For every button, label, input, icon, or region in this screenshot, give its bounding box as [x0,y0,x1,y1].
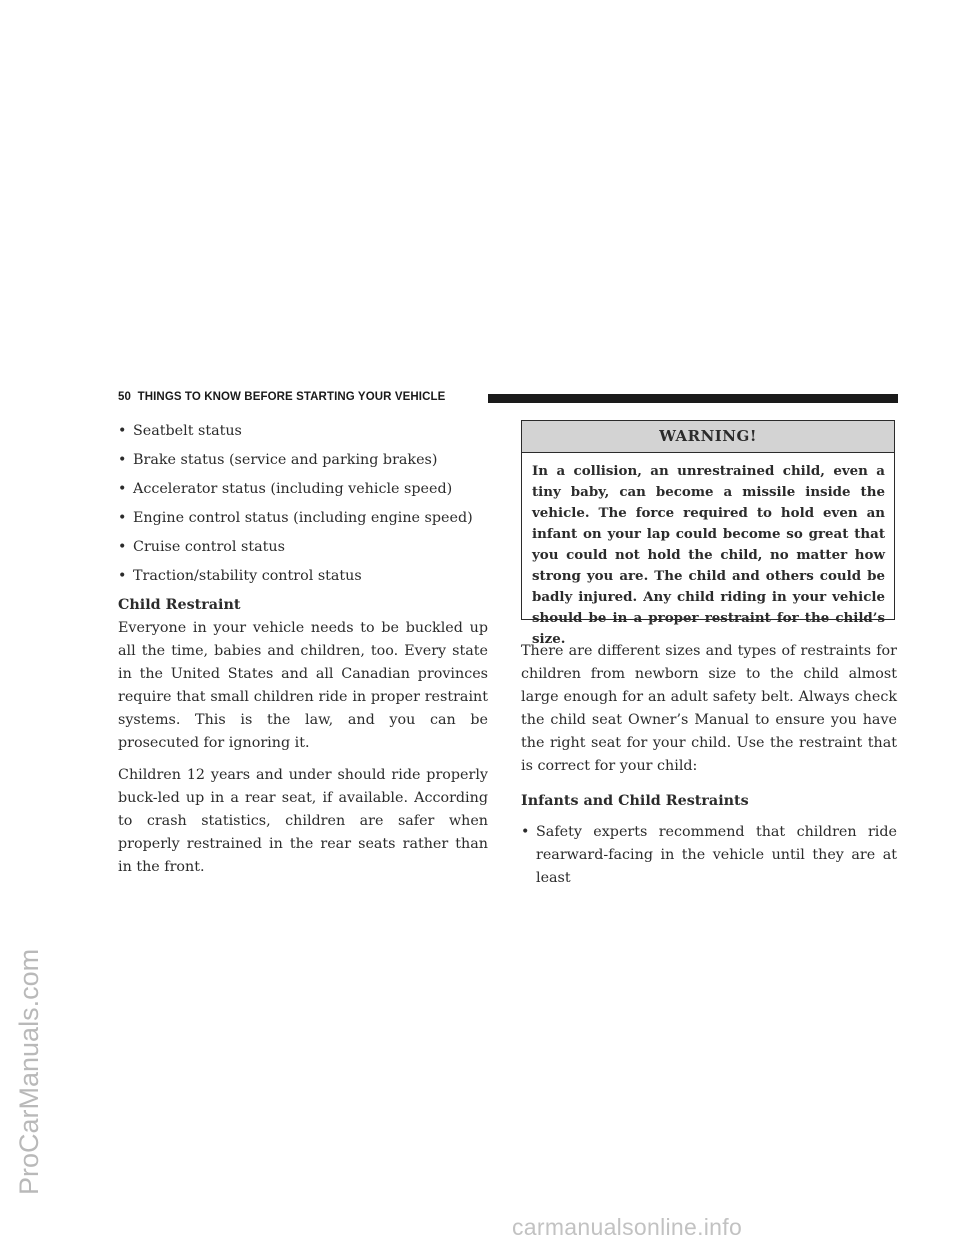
list-item: • Accelerator status (including vehicle speed) [118,478,488,501]
infant-list [521,821,897,890]
warning-title: WARNING! [522,421,894,453]
header-title [118,391,445,403]
paragraph: Everyone in your vehicle needs to be buckled up all the time, babies and children, too. Every state in the United States and all Canadian provinces require that small children ride in proper restraint systems. This is the law, and you can be prosecuted for ignoring it. [118,620,488,751]
paragraph: There are different sizes and types of restraints for children from newborn size to the child almost large enough for an adult safety belt. Always check the child seat Owner’s Manual to ensure you have the right seat for your child. Use the restraint that is correct for your child: [521,643,897,774]
right-column [521,640,897,890]
paragraph: Children 12 years and under should ride properly buck-led up in a rear seat, if available. According to crash statistics, children are safer when properly restrained in the rear seats rather than in the front. [118,767,488,875]
status-list [118,420,488,588]
page-header [118,389,898,411]
page-number: 50 [118,391,131,403]
list-item: • Cruise control status [118,536,488,559]
warning-body: In a collision, an unrestrained child, even a tiny baby, can become a missile inside the vehicle. The force required to hold even an infant on your lap could become so great that you could not hold the child, no matter how strong you are. The child and others could be badly injured. Any child riding in your vehicle should be in a proper restraint for the child’s size. [532,463,885,647]
list-item: • Traction/stability control status [118,565,488,588]
side-watermark: ProCarManuals.com [14,948,44,1195]
footer-watermark: carmanualsonline.info [512,1214,743,1240]
left-column [118,420,488,888]
warning-box [521,420,895,647]
chapter-title: THINGS TO KNOW BEFORE STARTING YOUR VEHICLE [137,391,446,403]
section-heading-infants: Infants and Child Restraints [521,793,749,809]
list-item: • Seatbelt status [118,420,488,443]
list-item: • Safety experts recommend that children ride rearward-facing in the vehicle until they are at least [521,821,897,890]
section-heading-child-restraint: Child Restraint [118,597,241,613]
header-rule [488,394,898,403]
list-item: • Brake status (service and parking brakes) [118,449,488,472]
list-item: • Engine control status (including engine speed) [118,507,488,530]
